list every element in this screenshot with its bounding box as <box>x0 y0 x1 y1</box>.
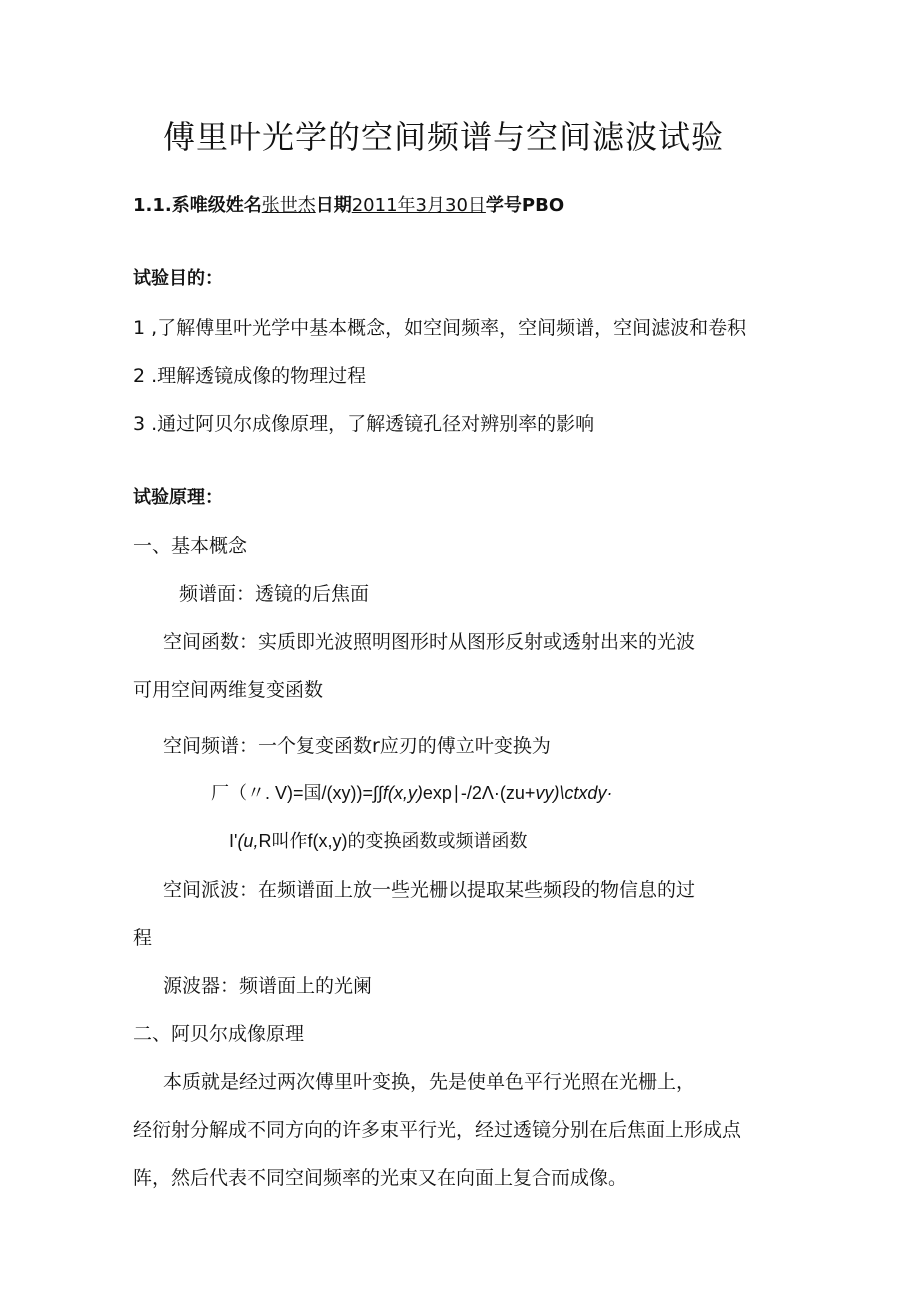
formula2-part-b: (u, <box>237 831 259 851</box>
meta-prefix: 1.1.系唯级姓名 <box>133 195 262 216</box>
abbe-paragraph-line3: 阵，然后代表不同空间频率的光束又在向面上复合而成像。 <box>133 1167 628 1189</box>
fourier-transform-formula <box>211 779 612 805</box>
spatial-filter-def-line2: 程 <box>133 927 153 949</box>
formula2-part-c: R叫作f(x,y)的变换函数或频谱函数 <box>258 831 528 851</box>
space-function-def-line1: 空间函数：实质即光波照明图形时从图形反射或透射出来的光波 <box>163 631 696 653</box>
meta-suffix: 学号PBO <box>485 195 565 216</box>
transform-function-def <box>229 827 527 853</box>
purpose-item-2: 2 .理解透镜成像的物理过程 <box>133 365 367 387</box>
space-function-def-line2: 可用空间两维复变函数 <box>133 679 324 701</box>
student-name: 张世杰 <box>261 195 316 216</box>
spectrum-plane-def: 频谱面：透镜的后焦面 <box>179 583 370 605</box>
space-spectrum-def: 空间频谱：一个复变函数r应刃的傅立叶变换为 <box>163 735 551 757</box>
principle-heading: 试验原理： <box>133 487 223 508</box>
section-abbe-principle: 二、阿贝尔成像原理 <box>133 1023 305 1045</box>
formula2-part-a: I' <box>229 831 238 851</box>
spatial-filter-def-line1: 空间派波：在频谱面上放一些光栅以提取某些频段的物信息的过 <box>163 879 696 901</box>
purpose-item-3: 3 .通过阿贝尔成像原理，了解透镜孔径对辨别率的影响 <box>133 413 595 435</box>
meta-line <box>133 191 564 217</box>
purpose-heading: 试验目的： <box>133 268 223 289</box>
purpose-item-1: 1 ,了解傅里叶光学中基本概念，如空间频率，空间频谱，空间滤波和卷积 <box>133 317 747 339</box>
abbe-paragraph-line2: 经衍射分解成不同方向的许多束平行光，经过透镜分别在后焦面上形成点 <box>133 1119 742 1141</box>
filter-device-def: 源波器：频谱面上的光阑 <box>163 975 373 997</box>
formula-part-d: vy)\ctxdy· <box>535 783 613 803</box>
formula-part-a: 厂（〃. V)=国/(xy))=∫∫ <box>211 783 383 803</box>
page-title: 傅里叶光学的空间频谱与空间滤波试验 <box>163 118 725 156</box>
formula-part-c: exp∣-/2Λ·(zu+ <box>422 783 536 803</box>
formula-part-b: f(x,y) <box>382 783 423 803</box>
date-label: 日期 <box>315 195 352 216</box>
section-basic-concepts: 一、基本概念 <box>133 535 248 557</box>
date-value: 2011年3月30日 <box>351 195 486 216</box>
abbe-paragraph-line1: 本质就是经过两次傅里叶变换，先是使单色平行光照在光栅上， <box>163 1071 696 1093</box>
